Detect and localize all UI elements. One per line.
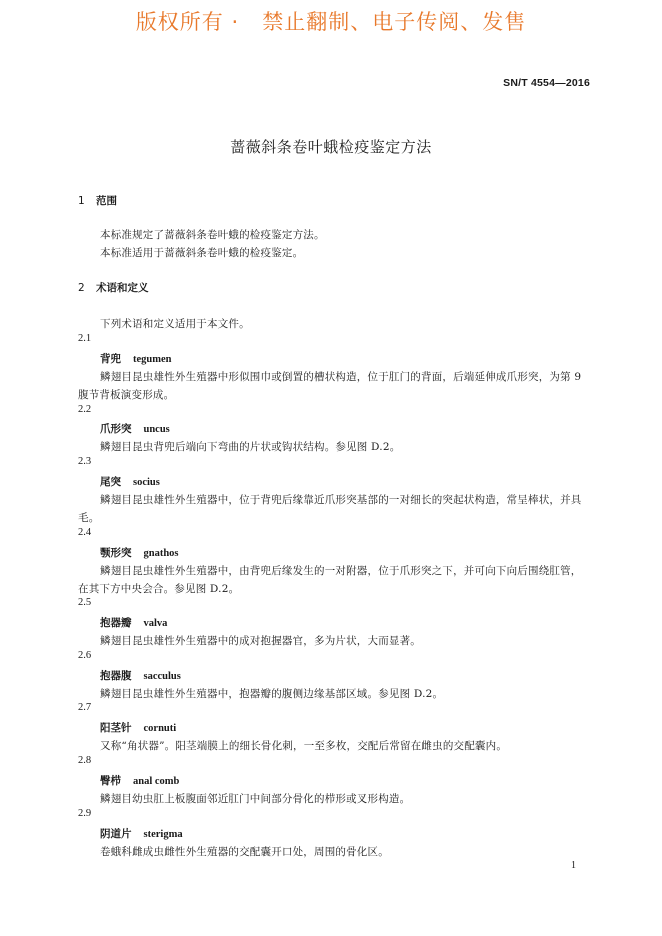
- term-heading: 抱器腹 sacculus: [100, 670, 181, 682]
- term-heading: 颚形突 gnathos: [100, 547, 179, 559]
- term-heading: 抱器瓣 valva: [100, 617, 168, 629]
- paragraph: 下列术语和定义适用于本文件。: [100, 318, 250, 330]
- term-number: 2.7: [78, 702, 92, 713]
- term-definition: 鳞翅目昆虫雄性外生殖器中，由背兜后缘发生的一对附器，位于爪形突之下，并可向下向后围绕肛管，在其下方中央会合。参见图 D.2。: [78, 565, 582, 595]
- term-number: 2.5: [78, 597, 92, 608]
- term-number: 2.1: [78, 333, 92, 344]
- term-definition: 鳞翅目昆虫雄性外生殖器中的成对抱握器官，多为片状，大而显著。: [100, 635, 421, 647]
- term-definition: 鳞翅目幼虫肛上板腹面邻近肛门中间部分骨化的栉形或叉形构造。: [100, 793, 411, 805]
- page-title: 蔷薇斜条卷叶蛾检疫鉴定方法: [230, 138, 432, 156]
- term-heading: 阳茎针 cornuti: [100, 722, 177, 734]
- term-heading: 爪形突 uncus: [100, 423, 170, 435]
- term-number: 2.3: [78, 456, 92, 467]
- term-heading: 臀栉 anal comb: [100, 775, 180, 787]
- section-heading-scope: 1 范围: [78, 195, 117, 207]
- section-heading-terms: 2 术语和定义: [78, 282, 149, 294]
- term-definition: 鳞翅目昆虫背兜后端向下弯曲的片状或钩状结构。参见图 D.2。: [100, 441, 401, 453]
- term-heading: 阴道片 sterigma: [100, 828, 183, 840]
- term-definition: 鳞翅目昆虫雄性外生殖器中，位于背兜后缘靠近爪形突基部的一对细长的突起状构造，常呈棒状，并具毛。: [78, 494, 582, 524]
- page-number: 1: [571, 860, 576, 871]
- term-number: 2.2: [78, 404, 92, 415]
- term-heading: 背兜 tegumen: [100, 353, 172, 365]
- term-number: 2.8: [78, 755, 92, 766]
- term-number: 2.9: [78, 808, 92, 819]
- term-definition: 又称“角状器”。阳茎端膜上的细长骨化刺，一至多枚，交配后常留在雌虫的交配囊内。: [100, 740, 508, 752]
- paragraph: 本标准适用于蔷薇斜条卷叶蛾的检疫鉴定。: [100, 247, 304, 259]
- term-definition: 鳞翅目昆虫雄性外生殖器中，抱器瓣的腹侧边缘基部区域。参见图 D.2。: [100, 688, 444, 700]
- term-heading: 尾突 socius: [100, 476, 160, 488]
- term-definition: 鳞翅目昆虫雄性外生殖器中形似围巾或倒置的槽状构造，位于肛门的背面，后端延伸成爪形突，为第 9 腹节背板演变形成。: [78, 371, 582, 401]
- document-number: SN/T 4554—2016: [503, 77, 590, 89]
- term-definition: 卷蛾科雌成虫雌性外生殖器的交配囊开口处，周围的骨化区。: [100, 846, 389, 858]
- watermark: 版权所有 · 禁止翻制、电子传阅、发售: [135, 10, 527, 34]
- term-number: 2.6: [78, 650, 92, 661]
- paragraph: 本标准规定了蔷薇斜条卷叶蛾的检疫鉴定方法。: [100, 229, 325, 241]
- term-number: 2.4: [78, 527, 92, 538]
